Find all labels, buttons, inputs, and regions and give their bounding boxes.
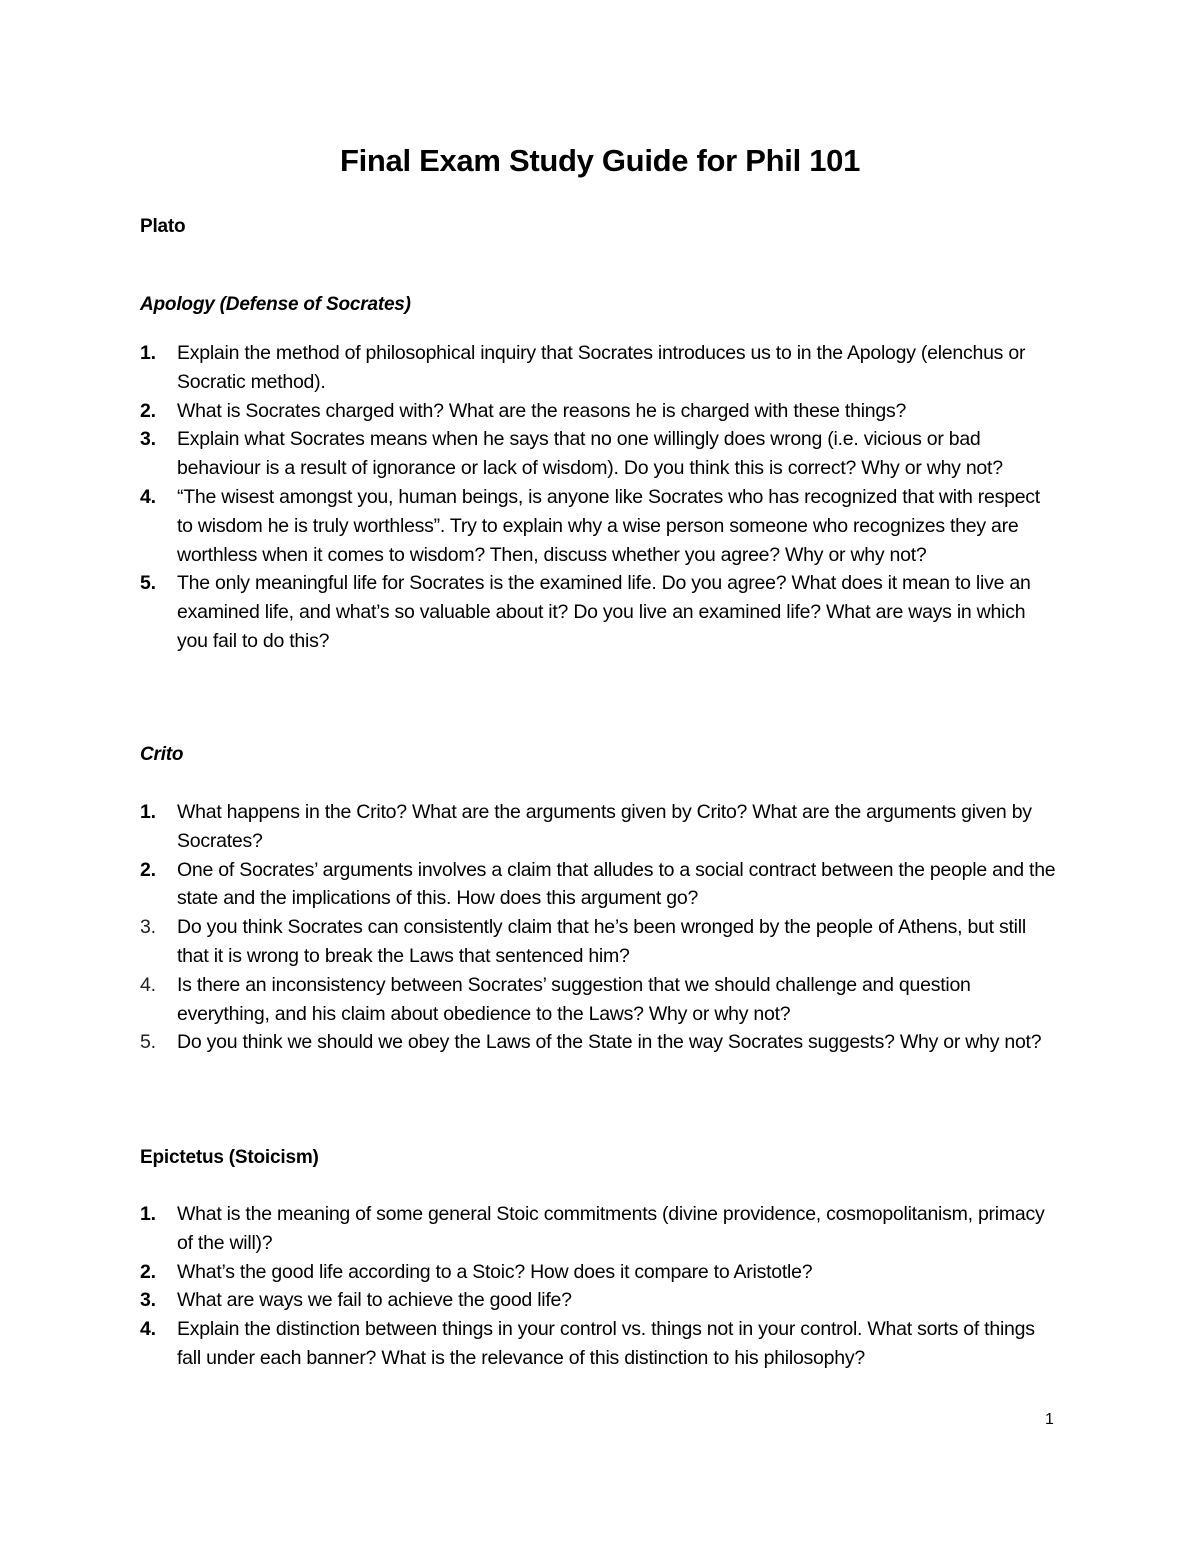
question-text: What is the meaning of some general Stoic commitments (divine providence, cosmopolitanism, primacy of the will)? [177,1203,1045,1254]
section-heading-epictetus: Epictetus (Stoicism) [140,1147,319,1168]
list-item [140,798,1060,856]
question-number: 1. [140,1203,156,1225]
question-text: Do you think we should we obey the Laws of the State in the way Socrates suggests? Why or why not? [177,1031,1042,1054]
question-number: 4. [140,485,156,508]
list-item [140,483,1060,569]
list-item [140,913,1060,971]
list-item [140,1028,1060,1057]
document-title: Final Exam Study Guide for Phil 101 [339,143,861,178]
question-text: Do you think Socrates can consistently claim that he’s been wronged by the people of Athens, but still that it is wrong to break the Laws that sentenced him? [177,916,1026,967]
question-text: One of Socrates’ arguments involves a claim that alludes to a social contract between the people and the state and the implications of this. How does this argument go? [177,858,1056,910]
subsection-heading-crito: Crito [140,744,184,765]
question-text: The only meaningful life for Socrates is the examined life. Do you agree? What does it mean to live an examined life, and what’s so valuable about it? Do you live an examined life? What are ways in which you fail to do this? [177,572,1031,652]
question-number: 5. [140,572,156,595]
list-item [140,856,1060,914]
question-number: 1. [140,801,156,823]
list-item [140,339,1060,397]
crito-question-list [140,798,1060,1057]
question-text: What happens in the Crito? What are the arguments given by Crito? What are the arguments given by Socrates? [177,801,1032,852]
question-text: “The wisest amongst you, human beings, is anyone like Socrates who has recognized that with respect to wisdom he is truly worthless”. Try to explain why a wise person someone who recognizes they are worthless when it comes to wisdom? Then, discuss whether you agree? Why or why not? [177,485,1040,566]
list-item [140,425,1060,483]
subsection-heading-apology: Apology (Defense of Socrates) [140,294,411,315]
list-item [140,1315,1060,1373]
question-number: 3. [140,1289,156,1312]
section-heading-plato: Plato [140,216,186,237]
page-number: 1 [1045,1411,1054,1428]
list-item [140,397,1060,426]
epictetus-question-list [140,1200,1060,1373]
question-number: 3. [140,916,156,939]
list-item [140,1286,1060,1315]
list-item [140,971,1060,1029]
question-text: Explain the distinction between things in your control vs. things not in your control. What sorts of things fall under each banner? What is the relevance of this distinction to his philosophy? [177,1318,1035,1369]
question-number: 2. [140,1260,156,1283]
question-number: 2. [140,858,156,881]
question-number: 5. [140,1031,156,1054]
question-text: Explain the method of philosophical inquiry that Socrates introduces us to in the Apology (elenchus or Socratic method). [177,342,1026,393]
list-item [140,1200,1060,1258]
question-number: 4. [140,973,156,996]
question-number: 3. [140,428,156,451]
question-text: Is there an inconsistency between Socrates’ suggestion that we should challenge and question everything, and his claim about obedience to the Laws? Why or why not? [177,973,971,1025]
question-text: What’s the good life according to a Stoic? How does it compare to Aristotle? [177,1260,813,1283]
question-text: Explain what Socrates means when he says that no one willingly does wrong (i.e. vicious or bad behaviour is a result of ignorance or lack of wisdom). Do you think this is correct? Why or why not? [177,428,1003,480]
question-number: 4. [140,1318,156,1341]
question-text: What are ways we fail to achieve the good life? [177,1289,572,1312]
list-item [140,569,1060,655]
apology-question-list [140,339,1060,656]
question-number: 1. [140,342,156,364]
question-number: 2. [140,399,156,422]
question-text: What is Socrates charged with? What are the reasons he is charged with these things? [177,399,907,422]
list-item [140,1258,1060,1287]
